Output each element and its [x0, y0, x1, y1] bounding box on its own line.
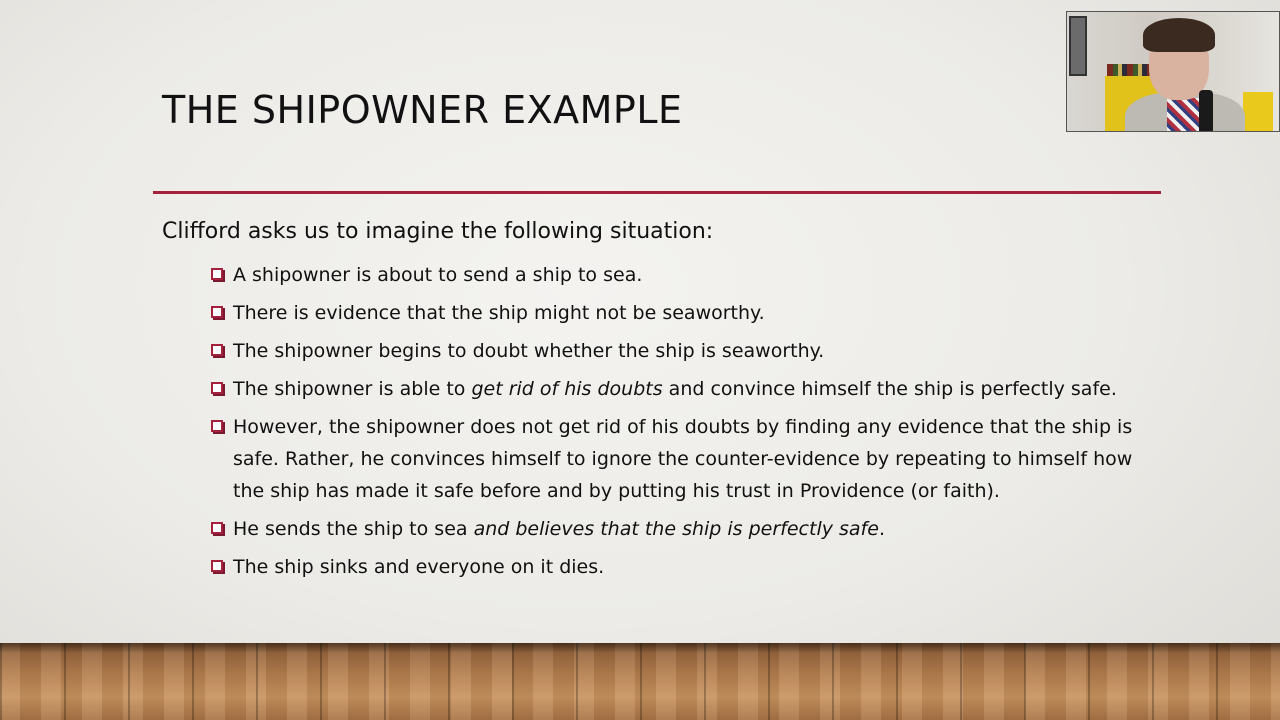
bullet-item: However, the shipowner does not get rid of his doubts by finding any evidence that the ship is safe. Rather, he convinces himself to ignore the counter-evidence by repeating to himself how the ship has made it safe before and by putting his trust in Providence (or faith).	[211, 411, 1161, 507]
checkbox-bullet-icon	[211, 420, 223, 432]
floor-shadow	[0, 643, 1280, 653]
wood-floor-background	[0, 643, 1280, 720]
microphone	[1199, 90, 1213, 132]
checkbox-bullet-icon	[211, 344, 223, 356]
wall-frame	[1069, 16, 1087, 76]
presenter-shirt	[1167, 98, 1201, 132]
intro-text: Clifford asks us to imagine the following situation:	[162, 219, 714, 244]
checkbox-bullet-icon	[211, 268, 223, 280]
bullet-item: There is evidence that the ship might not be seaworthy.	[211, 297, 1161, 329]
title-divider	[153, 191, 1161, 194]
checkbox-bullet-icon	[211, 522, 223, 534]
checkbox-bullet-icon	[211, 306, 223, 318]
checkbox-bullet-icon	[211, 560, 223, 572]
yellow-shelf-right	[1243, 92, 1273, 132]
bullet-item: The shipowner begins to doubt whether the ship is seaworthy.	[211, 335, 1161, 367]
slide-title: THE SHIPOWNER EXAMPLE	[162, 88, 683, 132]
checkbox-bullet-icon	[211, 382, 223, 394]
webcam-overlay	[1066, 11, 1280, 132]
bullet-item: He sends the ship to sea and believes that the ship is perfectly safe.	[211, 513, 1161, 545]
bullet-item: A shipowner is about to send a ship to sea.	[211, 259, 1161, 291]
bullet-item: The ship sinks and everyone on it dies.	[211, 551, 1161, 583]
bullet-item: The shipowner is able to get rid of his doubts and convince himself the ship is perfectly safe.	[211, 373, 1161, 405]
bullet-list	[211, 259, 1161, 589]
presenter-hair	[1143, 18, 1215, 52]
